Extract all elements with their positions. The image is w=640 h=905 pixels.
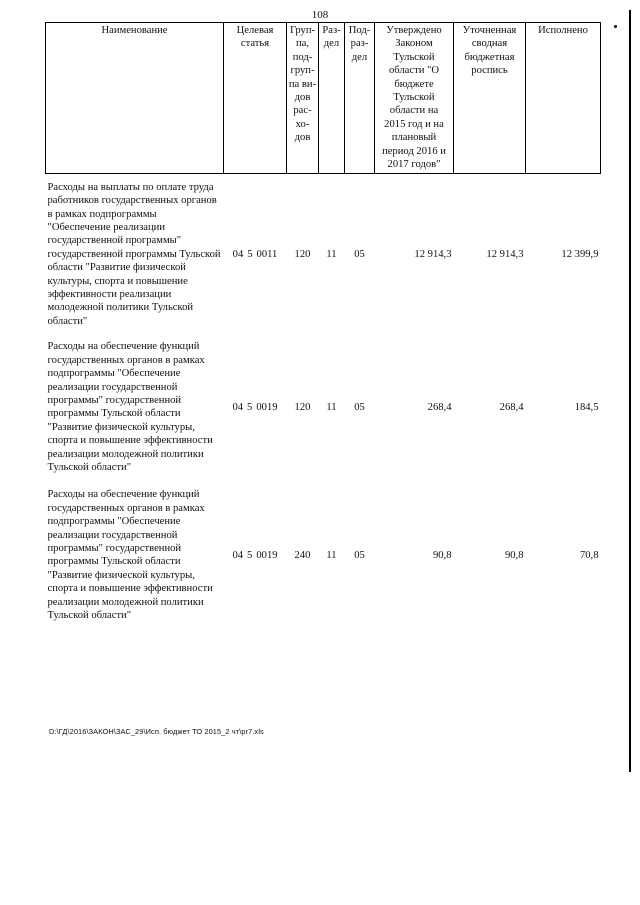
row-section: 11: [326, 549, 337, 561]
row-executed: 12 399,9: [561, 248, 599, 260]
header-line: сводная: [471, 38, 508, 50]
row-section: 11: [326, 248, 337, 260]
row-executed: 70,8: [579, 549, 599, 561]
header-line: области "О: [388, 65, 440, 77]
header-line: раз-: [350, 38, 369, 50]
row-subsection: 05: [354, 401, 365, 413]
header-line: 2017 годов": [387, 159, 441, 171]
header-line: бюджетная: [464, 51, 515, 63]
header-line: Груп-: [289, 25, 316, 36]
row-section: 11: [326, 401, 337, 413]
header-line: области на: [389, 105, 439, 117]
header-line: статья: [240, 38, 270, 50]
table-row: [46, 174, 601, 335]
header-line: дов: [294, 92, 311, 104]
header-line: рас-: [293, 105, 312, 117]
header-line: Целевая: [236, 25, 274, 36]
header-line: Утверждено: [386, 25, 442, 36]
row-approved: 268,4: [427, 401, 452, 413]
header-line: Законом: [395, 38, 433, 50]
row-expense-group: 240: [294, 549, 311, 561]
header-expense-group: [287, 23, 319, 174]
row-name: Расходы на обеспечение функций государственных органов в рамках подпрограммы "Обеспечение реализации государственной программы" государственной программы Тульской области "Развитие физической культуры, спорта и повышение эффективности реализации молодежной политики Тульской области": [47, 489, 213, 622]
header-line: период 2016 и: [382, 145, 446, 157]
table-header: [46, 23, 601, 174]
row-subsection: 05: [354, 248, 365, 260]
header-section: [319, 23, 345, 174]
header-line: Раз-: [322, 25, 341, 36]
header-approved: [375, 23, 454, 174]
file-path-footer: D:\ГД\2016\ЗАКОН\ЗАС_29\Исп. бюджет ТО 2015_2 чт\pr7.xls: [49, 727, 264, 736]
row-subsection: 05: [354, 549, 365, 561]
row-target-article: 04 5 0019: [232, 549, 278, 561]
header-line: бюджете: [394, 78, 434, 90]
header-line: дов: [294, 132, 311, 144]
header-executed: Исполнено: [526, 23, 601, 174]
header-line: 2015 год и на: [384, 118, 444, 130]
row-target-article: 04 5 0019: [232, 401, 278, 413]
header-refined: [454, 23, 526, 174]
row-refined: 268,4: [499, 401, 524, 413]
header-line: Уточненная: [462, 25, 517, 36]
header-line: роспись: [471, 65, 508, 77]
header-line: дел: [323, 38, 340, 50]
header-line: Под-: [348, 25, 371, 36]
table-row: [46, 334, 601, 480]
header-line: хо-: [295, 118, 310, 130]
header-line: Тульской: [393, 92, 435, 104]
row-name: Расходы на обеспечение функций государственных органов в рамках подпрограммы "Обеспечение реализации государственной программы" государственной программы Тульской области "Развитие физической культуры, спорта и повышение эффективности реализации молодежной политики Тульской области": [47, 341, 213, 474]
header-line: па,: [295, 38, 310, 50]
page-number: 108: [311, 9, 329, 21]
header-line: па ви-: [288, 78, 317, 90]
header-line: Тульской: [393, 51, 435, 63]
row-target-article: 04 5 0011: [232, 248, 278, 260]
row-expense-group: 120: [294, 401, 311, 413]
row-approved: 12 914,3: [414, 248, 452, 260]
row-executed: 184,5: [574, 401, 599, 413]
row-refined: 12 914,3: [486, 248, 524, 260]
row-refined: 90,8: [504, 549, 524, 561]
row-name: Расходы на выплаты по оплате труда работников государственных органов в рамках подпрограммы "Обеспечение реализации государственной программы" государственной программы Тульской области "Развитие физической культуры, спорта и повышение эффективности реализации молодежной политики Тульской области": [47, 181, 221, 327]
header-target-article: [224, 23, 287, 174]
header-line: дел: [351, 51, 368, 63]
header-line: груп-: [290, 65, 315, 77]
header-subsection: [345, 23, 375, 174]
row-expense-group: 120: [294, 248, 311, 260]
header-line: под-: [292, 51, 313, 63]
scan-speck: [614, 25, 617, 28]
header-line: плановый: [391, 132, 437, 144]
scan-edge-mark: [629, 10, 631, 772]
row-approved: 90,8: [432, 549, 452, 561]
header-name: Наименование: [46, 23, 224, 174]
budget-table: [45, 22, 601, 630]
table-row: [46, 480, 601, 630]
